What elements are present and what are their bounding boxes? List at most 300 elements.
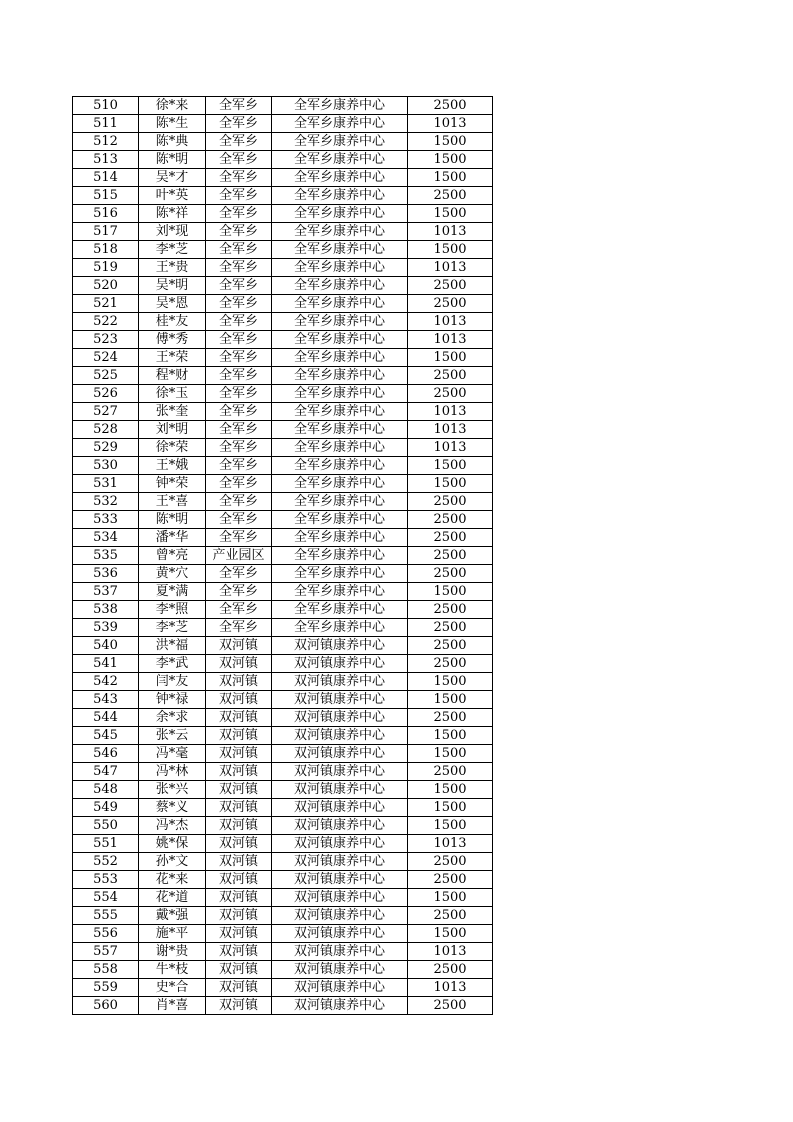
- table-row: [73, 385, 493, 403]
- cell-number: 527: [73, 403, 139, 421]
- cell-amount: 2500: [408, 511, 493, 529]
- cell-amount: 1500: [408, 745, 493, 763]
- cell-care-center: 全军乡康养中心: [272, 187, 408, 205]
- cell-amount: 2500: [408, 709, 493, 727]
- cell-number: 543: [73, 691, 139, 709]
- cell-number: 514: [73, 169, 139, 187]
- cell-care-center: 双河镇康养中心: [272, 871, 408, 889]
- cell-town: 全军乡: [206, 583, 272, 601]
- cell-number: 513: [73, 151, 139, 169]
- cell-name: 徐*玉: [139, 385, 206, 403]
- cell-town: 全军乡: [206, 331, 272, 349]
- cell-number: 524: [73, 349, 139, 367]
- cell-town: 全军乡: [206, 349, 272, 367]
- table-row: [73, 331, 493, 349]
- table-row: [73, 835, 493, 853]
- table-row: [73, 187, 493, 205]
- table-body: [73, 97, 493, 1015]
- cell-number: 549: [73, 799, 139, 817]
- cell-amount: 1500: [408, 133, 493, 151]
- cell-number: 532: [73, 493, 139, 511]
- cell-name: 张*云: [139, 727, 206, 745]
- cell-number: 519: [73, 259, 139, 277]
- cell-town: 双河镇: [206, 817, 272, 835]
- cell-care-center: 双河镇康养中心: [272, 997, 408, 1015]
- cell-care-center: 全军乡康养中心: [272, 565, 408, 583]
- cell-town: 全军乡: [206, 97, 272, 115]
- cell-number: 540: [73, 637, 139, 655]
- cell-amount: 1500: [408, 889, 493, 907]
- cell-name: 夏*满: [139, 583, 206, 601]
- cell-number: 517: [73, 223, 139, 241]
- cell-number: 550: [73, 817, 139, 835]
- cell-town: 全军乡: [206, 493, 272, 511]
- cell-care-center: 双河镇康养中心: [272, 961, 408, 979]
- table-row: [73, 565, 493, 583]
- cell-number: 539: [73, 619, 139, 637]
- table-row: [73, 781, 493, 799]
- cell-town: 全军乡: [206, 205, 272, 223]
- cell-care-center: 双河镇康养中心: [272, 781, 408, 799]
- cell-amount: 1500: [408, 583, 493, 601]
- cell-number: 529: [73, 439, 139, 457]
- cell-number: 523: [73, 331, 139, 349]
- cell-amount: 2500: [408, 295, 493, 313]
- cell-town: 双河镇: [206, 763, 272, 781]
- cell-town: 全军乡: [206, 151, 272, 169]
- cell-name: 余*求: [139, 709, 206, 727]
- cell-amount: 2500: [408, 655, 493, 673]
- table-row: [73, 799, 493, 817]
- cell-number: 536: [73, 565, 139, 583]
- cell-amount: 1500: [408, 205, 493, 223]
- cell-amount: 1013: [408, 259, 493, 277]
- table-row: [73, 421, 493, 439]
- cell-name: 孙*文: [139, 853, 206, 871]
- cell-name: 洪*福: [139, 637, 206, 655]
- cell-care-center: 双河镇康养中心: [272, 745, 408, 763]
- cell-amount: 2500: [408, 277, 493, 295]
- cell-number: 546: [73, 745, 139, 763]
- cell-amount: 2500: [408, 367, 493, 385]
- cell-number: 534: [73, 529, 139, 547]
- table-row: [73, 115, 493, 133]
- cell-town: 全军乡: [206, 619, 272, 637]
- table-row: [73, 223, 493, 241]
- cell-name: 蔡*义: [139, 799, 206, 817]
- cell-name: 花*来: [139, 871, 206, 889]
- cell-town: 双河镇: [206, 997, 272, 1015]
- table-row: [73, 655, 493, 673]
- cell-town: 双河镇: [206, 745, 272, 763]
- table-row: [73, 871, 493, 889]
- cell-number: 538: [73, 601, 139, 619]
- cell-care-center: 全军乡康养中心: [272, 223, 408, 241]
- cell-name: 牛*枝: [139, 961, 206, 979]
- cell-care-center: 双河镇康养中心: [272, 907, 408, 925]
- cell-amount: 1500: [408, 781, 493, 799]
- cell-town: 全军乡: [206, 367, 272, 385]
- table-row: [73, 925, 493, 943]
- cell-amount: 1013: [408, 115, 493, 133]
- cell-care-center: 全军乡康养中心: [272, 547, 408, 565]
- cell-name: 李*芝: [139, 241, 206, 259]
- cell-town: 全军乡: [206, 403, 272, 421]
- cell-number: 510: [73, 97, 139, 115]
- cell-amount: 2500: [408, 529, 493, 547]
- cell-number: 548: [73, 781, 139, 799]
- cell-town: 全军乡: [206, 295, 272, 313]
- cell-care-center: 全军乡康养中心: [272, 313, 408, 331]
- table-row: [73, 475, 493, 493]
- cell-number: 545: [73, 727, 139, 745]
- cell-number: 515: [73, 187, 139, 205]
- cell-number: 516: [73, 205, 139, 223]
- table-row: [73, 583, 493, 601]
- cell-amount: 1500: [408, 799, 493, 817]
- table-row: [73, 943, 493, 961]
- cell-amount: 2500: [408, 907, 493, 925]
- cell-care-center: 双河镇康养中心: [272, 709, 408, 727]
- cell-name: 冯*毫: [139, 745, 206, 763]
- table-row: [73, 691, 493, 709]
- table-row: [73, 205, 493, 223]
- cell-name: 傅*秀: [139, 331, 206, 349]
- cell-name: 刘*现: [139, 223, 206, 241]
- cell-care-center: 全军乡康养中心: [272, 115, 408, 133]
- cell-amount: 2500: [408, 385, 493, 403]
- cell-name: 王*荣: [139, 349, 206, 367]
- cell-number: 520: [73, 277, 139, 295]
- cell-town: 全军乡: [206, 115, 272, 133]
- cell-town: 双河镇: [206, 691, 272, 709]
- cell-name: 花*道: [139, 889, 206, 907]
- cell-care-center: 全军乡康养中心: [272, 277, 408, 295]
- cell-care-center: 双河镇康养中心: [272, 817, 408, 835]
- cell-name: 史*合: [139, 979, 206, 997]
- cell-name: 冯*杰: [139, 817, 206, 835]
- cell-care-center: 全军乡康养中心: [272, 259, 408, 277]
- cell-amount: 1500: [408, 349, 493, 367]
- cell-amount: 1013: [408, 835, 493, 853]
- table-row: [73, 403, 493, 421]
- cell-care-center: 双河镇康养中心: [272, 763, 408, 781]
- cell-care-center: 双河镇康养中心: [272, 889, 408, 907]
- cell-town: 全军乡: [206, 133, 272, 151]
- cell-town: 全军乡: [206, 277, 272, 295]
- cell-number: 551: [73, 835, 139, 853]
- cell-name: 黄*穴: [139, 565, 206, 583]
- cell-name: 王*贵: [139, 259, 206, 277]
- cell-name: 钟*荣: [139, 475, 206, 493]
- cell-amount: 2500: [408, 853, 493, 871]
- cell-number: 553: [73, 871, 139, 889]
- cell-town: 全军乡: [206, 223, 272, 241]
- table-row: [73, 979, 493, 997]
- table-row: [73, 907, 493, 925]
- cell-amount: 2500: [408, 601, 493, 619]
- cell-amount: 1013: [408, 439, 493, 457]
- cell-care-center: 双河镇康养中心: [272, 979, 408, 997]
- cell-number: 533: [73, 511, 139, 529]
- cell-name: 陈*典: [139, 133, 206, 151]
- cell-town: 全军乡: [206, 529, 272, 547]
- cell-name: 曾*亮: [139, 547, 206, 565]
- cell-care-center: 双河镇康养中心: [272, 925, 408, 943]
- cell-care-center: 全军乡康养中心: [272, 205, 408, 223]
- cell-care-center: 全军乡康养中心: [272, 169, 408, 187]
- cell-town: 双河镇: [206, 709, 272, 727]
- cell-care-center: 全军乡康养中心: [272, 439, 408, 457]
- cell-town: 全军乡: [206, 565, 272, 583]
- cell-amount: 1013: [408, 223, 493, 241]
- cell-name: 冯*林: [139, 763, 206, 781]
- cell-name: 李*照: [139, 601, 206, 619]
- cell-amount: 2500: [408, 97, 493, 115]
- cell-name: 陈*明: [139, 511, 206, 529]
- table-row: [73, 133, 493, 151]
- cell-name: 钟*禄: [139, 691, 206, 709]
- cell-care-center: 全军乡康养中心: [272, 241, 408, 259]
- table-row: [73, 169, 493, 187]
- cell-care-center: 双河镇康养中心: [272, 673, 408, 691]
- table-row: [73, 763, 493, 781]
- cell-name: 王*喜: [139, 493, 206, 511]
- cell-number: 557: [73, 943, 139, 961]
- cell-name: 施*平: [139, 925, 206, 943]
- cell-amount: 1013: [408, 979, 493, 997]
- cell-care-center: 双河镇康养中心: [272, 727, 408, 745]
- cell-name: 徐*来: [139, 97, 206, 115]
- cell-amount: 1500: [408, 925, 493, 943]
- cell-number: 547: [73, 763, 139, 781]
- cell-number: 528: [73, 421, 139, 439]
- cell-name: 陈*祥: [139, 205, 206, 223]
- cell-care-center: 全军乡康养中心: [272, 529, 408, 547]
- table-row: [73, 997, 493, 1015]
- cell-name: 陈*明: [139, 151, 206, 169]
- cell-care-center: 全军乡康养中心: [272, 493, 408, 511]
- cell-care-center: 全军乡康养中心: [272, 403, 408, 421]
- cell-town: 全军乡: [206, 511, 272, 529]
- table-row: [73, 709, 493, 727]
- cell-name: 谢*贵: [139, 943, 206, 961]
- cell-name: 刘*明: [139, 421, 206, 439]
- cell-town: 产业园区: [206, 547, 272, 565]
- cell-amount: 1500: [408, 673, 493, 691]
- cell-number: 555: [73, 907, 139, 925]
- cell-name: 徐*荣: [139, 439, 206, 457]
- cell-care-center: 全军乡康养中心: [272, 511, 408, 529]
- cell-number: 554: [73, 889, 139, 907]
- cell-number: 544: [73, 709, 139, 727]
- table-row: [73, 511, 493, 529]
- cell-amount: 2500: [408, 871, 493, 889]
- cell-number: 552: [73, 853, 139, 871]
- cell-care-center: 全军乡康养中心: [272, 133, 408, 151]
- table-row: [73, 97, 493, 115]
- cell-amount: 1013: [408, 421, 493, 439]
- cell-amount: 1500: [408, 169, 493, 187]
- table-row: [73, 349, 493, 367]
- cell-town: 全军乡: [206, 601, 272, 619]
- cell-amount: 2500: [408, 187, 493, 205]
- cell-amount: 1013: [408, 943, 493, 961]
- cell-care-center: 全军乡康养中心: [272, 601, 408, 619]
- cell-care-center: 全军乡康养中心: [272, 385, 408, 403]
- table-row: [73, 619, 493, 637]
- table-row: [73, 457, 493, 475]
- cell-number: 525: [73, 367, 139, 385]
- cell-amount: 2500: [408, 763, 493, 781]
- cell-town: 双河镇: [206, 871, 272, 889]
- table-row: [73, 295, 493, 313]
- cell-care-center: 全军乡康养中心: [272, 475, 408, 493]
- cell-name: 桂*友: [139, 313, 206, 331]
- cell-town: 全军乡: [206, 385, 272, 403]
- cell-town: 双河镇: [206, 943, 272, 961]
- cell-town: 双河镇: [206, 799, 272, 817]
- table-row: [73, 547, 493, 565]
- cell-town: 全军乡: [206, 169, 272, 187]
- cell-town: 双河镇: [206, 673, 272, 691]
- cell-care-center: 双河镇康养中心: [272, 853, 408, 871]
- cell-care-center: 全军乡康养中心: [272, 331, 408, 349]
- subsidy-table: [72, 96, 493, 1015]
- table-row: [73, 889, 493, 907]
- cell-town: 双河镇: [206, 925, 272, 943]
- cell-amount: 2500: [408, 961, 493, 979]
- cell-care-center: 全军乡康养中心: [272, 97, 408, 115]
- cell-name: 李*芝: [139, 619, 206, 637]
- cell-amount: 1500: [408, 817, 493, 835]
- cell-care-center: 全军乡康养中心: [272, 457, 408, 475]
- cell-care-center: 全军乡康养中心: [272, 295, 408, 313]
- table-row: [73, 259, 493, 277]
- cell-name: 张*奎: [139, 403, 206, 421]
- cell-name: 姚*保: [139, 835, 206, 853]
- cell-town: 双河镇: [206, 853, 272, 871]
- cell-town: 双河镇: [206, 781, 272, 799]
- cell-name: 吴*明: [139, 277, 206, 295]
- table-row: [73, 745, 493, 763]
- cell-town: 全军乡: [206, 259, 272, 277]
- cell-town: 全军乡: [206, 187, 272, 205]
- cell-name: 吴*才: [139, 169, 206, 187]
- cell-care-center: 双河镇康养中心: [272, 655, 408, 673]
- cell-amount: 2500: [408, 565, 493, 583]
- cell-amount: 1500: [408, 457, 493, 475]
- cell-amount: 1500: [408, 727, 493, 745]
- cell-number: 531: [73, 475, 139, 493]
- table-row: [73, 493, 493, 511]
- cell-number: 521: [73, 295, 139, 313]
- cell-amount: 1500: [408, 151, 493, 169]
- cell-town: 全军乡: [206, 439, 272, 457]
- cell-name: 吴*恩: [139, 295, 206, 313]
- cell-care-center: 双河镇康养中心: [272, 799, 408, 817]
- cell-name: 陈*生: [139, 115, 206, 133]
- cell-amount: 2500: [408, 493, 493, 511]
- table-row: [73, 727, 493, 745]
- cell-care-center: 全军乡康养中心: [272, 349, 408, 367]
- cell-name: 潘*华: [139, 529, 206, 547]
- cell-care-center: 全军乡康养中心: [272, 421, 408, 439]
- table-row: [73, 853, 493, 871]
- cell-number: 526: [73, 385, 139, 403]
- cell-amount: 1500: [408, 475, 493, 493]
- cell-town: 全军乡: [206, 457, 272, 475]
- cell-care-center: 双河镇康养中心: [272, 943, 408, 961]
- table-row: [73, 367, 493, 385]
- cell-name: 叶*英: [139, 187, 206, 205]
- table-row: [73, 529, 493, 547]
- cell-number: 541: [73, 655, 139, 673]
- cell-amount: 1013: [408, 313, 493, 331]
- cell-number: 511: [73, 115, 139, 133]
- cell-care-center: 双河镇康养中心: [272, 691, 408, 709]
- cell-amount: 1013: [408, 331, 493, 349]
- cell-town: 双河镇: [206, 655, 272, 673]
- cell-name: 王*娥: [139, 457, 206, 475]
- cell-name: 戴*强: [139, 907, 206, 925]
- cell-number: 512: [73, 133, 139, 151]
- table-row: [73, 673, 493, 691]
- cell-number: 530: [73, 457, 139, 475]
- cell-amount: 2500: [408, 547, 493, 565]
- cell-number: 518: [73, 241, 139, 259]
- cell-town: 双河镇: [206, 835, 272, 853]
- cell-name: 闫*友: [139, 673, 206, 691]
- cell-care-center: 全军乡康养中心: [272, 151, 408, 169]
- cell-care-center: 全军乡康养中心: [272, 367, 408, 385]
- table-row: [73, 241, 493, 259]
- cell-town: 双河镇: [206, 907, 272, 925]
- cell-number: 537: [73, 583, 139, 601]
- cell-care-center: 双河镇康养中心: [272, 835, 408, 853]
- cell-town: 双河镇: [206, 961, 272, 979]
- table-row: [73, 151, 493, 169]
- cell-town: 双河镇: [206, 889, 272, 907]
- table-row: [73, 637, 493, 655]
- cell-town: 全军乡: [206, 241, 272, 259]
- cell-number: 522: [73, 313, 139, 331]
- cell-care-center: 全军乡康养中心: [272, 619, 408, 637]
- cell-amount: 2500: [408, 637, 493, 655]
- table-row: [73, 817, 493, 835]
- cell-name: 程*财: [139, 367, 206, 385]
- cell-number: 542: [73, 673, 139, 691]
- cell-amount: 1500: [408, 241, 493, 259]
- cell-town: 全军乡: [206, 313, 272, 331]
- table-row: [73, 601, 493, 619]
- table-row: [73, 277, 493, 295]
- cell-care-center: 双河镇康养中心: [272, 637, 408, 655]
- cell-amount: 1500: [408, 691, 493, 709]
- table-row: [73, 961, 493, 979]
- cell-amount: 2500: [408, 997, 493, 1015]
- cell-town: 全军乡: [206, 421, 272, 439]
- cell-number: 558: [73, 961, 139, 979]
- cell-number: 560: [73, 997, 139, 1015]
- cell-amount: 1013: [408, 403, 493, 421]
- cell-town: 双河镇: [206, 979, 272, 997]
- cell-care-center: 全军乡康养中心: [272, 583, 408, 601]
- cell-number: 559: [73, 979, 139, 997]
- cell-town: 双河镇: [206, 727, 272, 745]
- cell-amount: 2500: [408, 619, 493, 637]
- cell-town: 全军乡: [206, 475, 272, 493]
